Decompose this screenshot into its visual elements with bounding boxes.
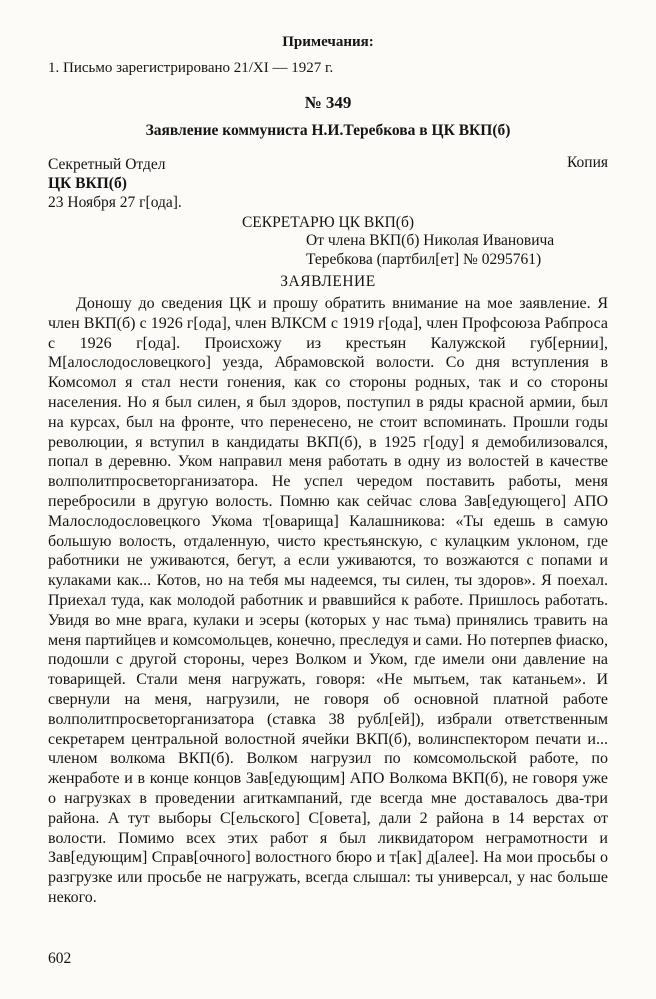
- page-number: 602: [48, 950, 72, 967]
- document-meta: [48, 155, 608, 212]
- sender-department: Секретный Отдел: [48, 156, 166, 173]
- document-date: 23 Ноября 27 г[ода].: [48, 194, 182, 211]
- sender-line-1: От члена ВКП(б) Николая Ивановича: [306, 232, 555, 249]
- sender-line-2: Теребкова (партбил[ет] № 0295761): [306, 250, 542, 268]
- sender-organization: ЦК ВКП(б): [48, 175, 127, 192]
- sender-block: [306, 232, 608, 269]
- statement-body: Доношу до сведения ЦК и прошу обратить внимание на мое заявление. Я член ВКП(б) с 1926 г[ода], член ВЛКСМ с 1919 г[ода], член Профсоюза Рабпроса с 1926 г[ода]. Происхожу из крестьян Калужской губ[ернии], М[алослодословецкого] уезда, Абрамовской волости. Со дня вступления в Комсомол я стал нести гонения, как со стороны родных, так и со стороны населения. Но я был силен, я был здоров, поступил в ряды красной армии, был на курсах, был на фронте, что перенесено, не стоит вспоминать. Прошли годы революции, я вступил в кандидаты ВКП(б), в 1925 г[оду] я демобилизовался, попал в деревню. Уком направил меня работать в одну из волостей в качестве волполитпросветорганизатора. Не успел чередом поставить работы, меня перебросили в другую волость. Помню как сейчас слова Зав[едующего] АПО Малослодословецкого Укома т[оварища] Калашникова: «Ты едешь в самую большую волость, отдаленную, чисто крестьянскую, с кулацким уклоном, где работники не уживаются, бегут, а если уживаются, то возжаются с попами и кулаками как... Котов, но на тебя мы надеемся, ты силен, ты здоров». Я поехал. Приехал туда, как молодой работник и рвавшийся к работе. Пришлось работать. Увидя во мне врага, кулаки и эсеры (которых у нас тьма) принялись травить на меня партийцев и комсомольцев, конечно, преследуя и сами. Но потерпев фиаско, подошли с другой стороны, через Волком и Уком, где имели они давление на товарищей. Стали меня нагружать, говоря: «Не мытьем, так катаньем». И свернули на меня, нагрузили, не говоря об основной платной работе волполитпросветорганизатора (ставка 38 рубл[ей]), избрали ответственным секретарем центральной волостной ячейки ВКП(б), волинспектором печати и... членом волкома ВКП(б). Волком нагрузил по комсомольской работе, по женработе и в конце концов Зав[едующим] АПО Волкома ВКП(б), не говоря уже о нагрузках в проведении агиткампаний, где всегда мне доставалось два-три района. А тут выборы С[ельского] С[овета], дали 2 района в 14 верстах от волости. Помимо всех этих работ я был ликвидатором неграмотности и Зав[едующим] Справ[очного] волостного бюро и т[ак] д[алее]. На мои просьбы о разгрузке или просьбе не нагружать, всегда слышал: ты универсал, у нас больше некого.: [48, 295, 608, 906]
- document-title: Заявление коммуниста Н.И.Теребкова в ЦК ВКП(б): [145, 122, 511, 139]
- document-number: № 349: [304, 93, 352, 112]
- note-item: 1. Письмо зарегистрировано 21/XI — 1927 г.: [48, 60, 334, 76]
- addressee-line: СЕКРЕТАРЮ ЦК ВКП(б): [241, 214, 415, 231]
- statement-heading: ЗАЯВЛЕНИЕ: [280, 273, 376, 290]
- notes-heading: Примечания:: [282, 34, 374, 50]
- copy-label: Копия: [566, 154, 608, 171]
